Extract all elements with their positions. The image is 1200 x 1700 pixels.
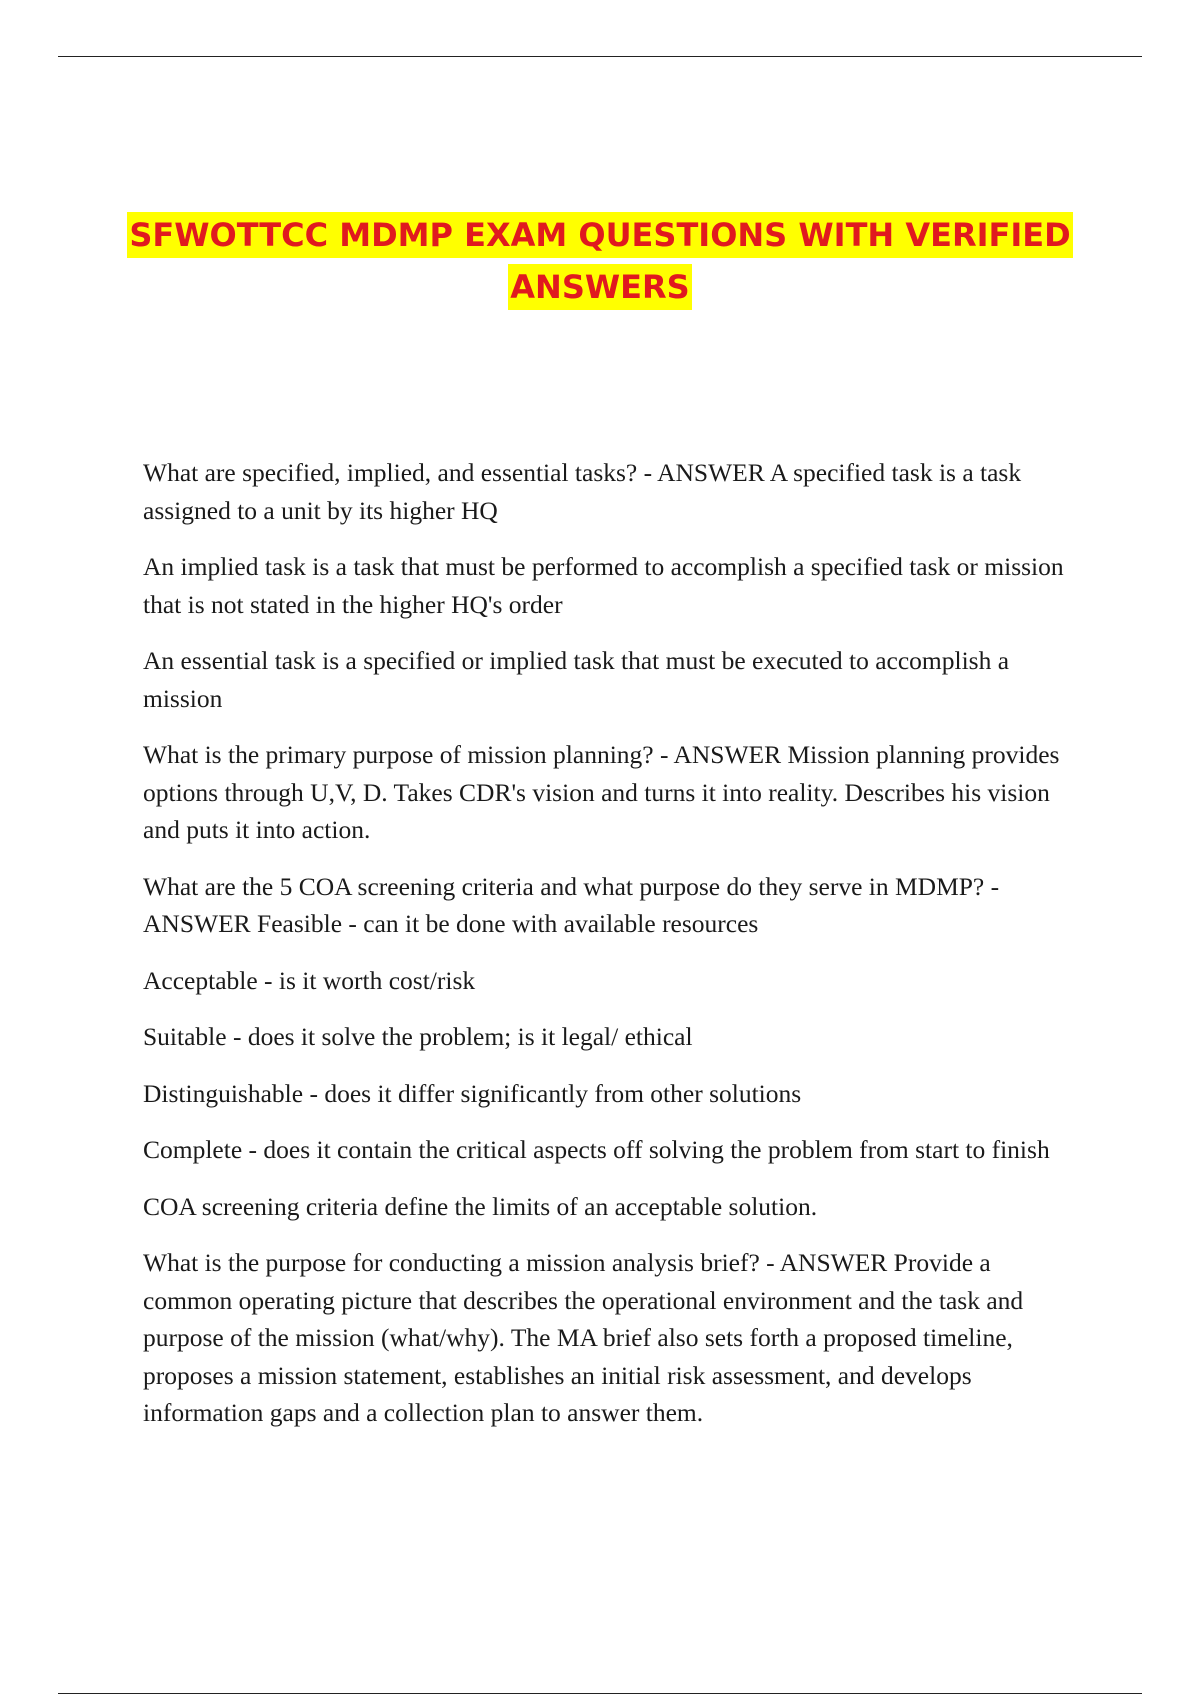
paragraph: Acceptable - is it worth cost/risk [143, 965, 476, 995]
paragraph: What is the primary purpose of mission planning? - ANSWER Mission planning provides options through U,V, D. Takes CDR's vision and turns it into reality. Describes his vision and puts it into action. [143, 740, 1060, 844]
paragraph: An implied task is a task that must be performed to accomplish a specified task or mission that is not stated in the higher HQ's order [143, 552, 1064, 619]
document-body [143, 454, 1083, 1451]
paragraph: Complete - does it contain the critical aspects off solving the problem from start to finish [143, 1135, 1050, 1164]
paragraph: An essential task is a specified or implied task that must be executed to accomplish a mission [143, 646, 1010, 713]
paragraph: Suitable - does it solve the problem; is it legal/ ethical [143, 1022, 693, 1051]
paragraph: Distinguishable - does it differ significantly from other solutions [143, 1078, 802, 1108]
title-line-1: SFWOTTCC MDMP EXAM QUESTIONS WITH VERIFIED [127, 212, 1072, 258]
title-line-2: ANSWERS [508, 264, 691, 310]
paragraph: What are the 5 COA screening criteria and what purpose do they serve in MDMP? - ANSWER Feasible - can it be done with available resources [143, 871, 1000, 938]
document-title [100, 212, 1100, 310]
paragraph: What are specified, implied, and essential tasks? - ANSWER A specified task is a task assigned to a unit by its higher HQ [143, 458, 1022, 525]
paragraph: COA screening criteria define the limits of an acceptable solution. [143, 1191, 818, 1221]
paragraph: What is the purpose for conducting a mission analysis brief? - ANSWER Provide a common operating picture that describes the operational environment and the task and purpose of the mission (what/why). The MA brief also sets forth a proposed timeline, proposes a mission statement, establishes an initial risk assessment, and develops information gaps and a collection plan to answer them. [143, 1248, 1024, 1427]
bottom-rule [58, 1693, 1142, 1694]
top-rule [58, 56, 1142, 57]
